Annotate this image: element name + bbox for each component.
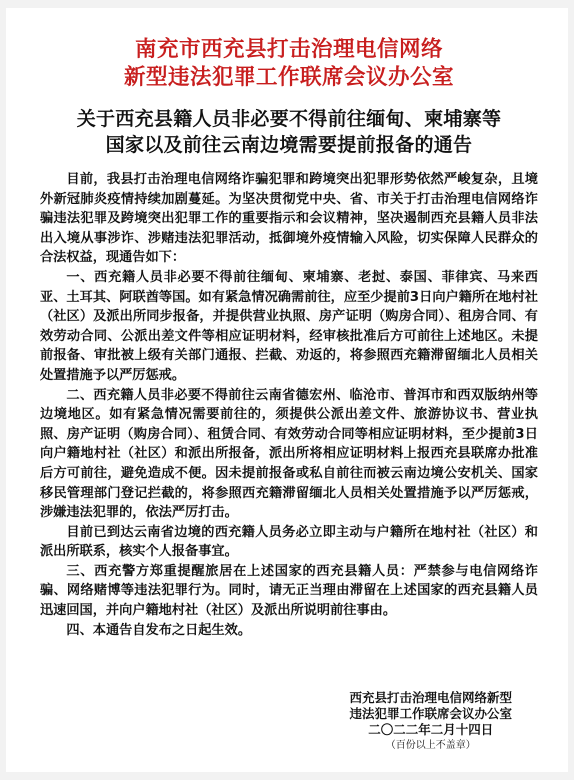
issuer-header [40,36,538,92]
signature-date: 二〇二二年二月十四日 [368,722,494,737]
issuer-header-line-1: 南充市西充县打击治理电信网络 [134,37,443,62]
clause-one-paragraph: 一、西充籍人员非必要不得前往缅甸、柬埔寨、老挝、泰国、菲律宾、马来西亚、土耳其、阿联酋等国。如有紧急情况确需前往，应至少提前3日向户籍所在地村社（社区）及派出所同步报备，并提供营业执照、房产证明（购房合同）、租房合同、有效劳动合同、公派出差文件等相应证明材料，经审核批准后方可前往上述地区。未提前报备、审批被上级有关部门通报、拦截、劝返的，将参照西充籍滞留缅北人员相关处置措施予以严厉惩戒。 [40,269,538,383]
issuer-header-line-2: 新型违法犯罪工作联席会议办公室 [123,65,454,90]
border-arrivals-paragraph: 目前已到达云南省边境的西充籍人员务必立即主动与户籍所在地村社（社区）和派出所联系，核实个人报备事宜。 [40,524,538,560]
clause-three-paragraph: 三、西充警方郑重提醒旅居在上述国家的西充县籍人员：严禁参与电信网络诈骗、网络赌博等违法犯罪行为。同时，请无正当理由滞留在上述国家的西充县籍人员迅速回国，并向户籍地村社（社区）及派出所说明前往事由。 [40,563,538,619]
notice-title [40,106,538,158]
notice-title-line-1: 关于西充县籍人员非必要不得前往缅甸、柬埔寨等 [76,108,502,130]
notice-body [40,170,538,640]
signature-block [349,690,512,754]
notice-document [6,8,568,772]
clause-four-paragraph: 四、本通告自发布之日起生效。 [66,622,252,638]
signature-note: （百份以上不盖章） [385,740,476,751]
notice-title-line-2: 国家以及前往云南边境需要提前报备的通告 [105,134,473,156]
intro-paragraph: 目前，我县打击治理电信网络诈骗犯罪和跨境突出犯罪形势依然严峻复杂，且境外新冠肺炎疫情持续加剧蔓延。为坚决贯彻党中央、省、市关于打击治理电信网络诈骗违法犯罪及跨境突出犯罪工作的重要指示和会议精神，坚决遏制西充县籍人员非法出入境从事涉诈、涉赌违法犯罪活动，抵御境外疫情输入风险，切实保障人民群众的合法权益，现通告如下： [40,172,538,266]
signature-line-2: 违法犯罪工作联席会议办公室 [349,706,512,721]
clause-two-paragraph: 二、西充籍人员非必要不得前往云南省德宏州、临沧市、普洱市和西双版纳州等边境地区。如有紧急情况需要前往的，须提供公派出差文件、旅游协议书、营业执照、房产证明（购房合同）、租赁合同、有效劳动合同等相应证明材料，至少提前3日向户籍地村社（社区）和派出所报备，派出所将相应证明材料上报西充县联席办批准后方可前往，避免造成不便。因未提前报备或私自前往而被云南边境公安机关、国家移民管理部门登记拦截的，将参照西充籍滞留缅北人员相关处置措施予以严厉惩戒，涉嫌违法犯罪的，依法严厉打击。 [40,387,538,521]
signature-line-1: 西充县打击治理电信网络新型 [349,690,512,705]
